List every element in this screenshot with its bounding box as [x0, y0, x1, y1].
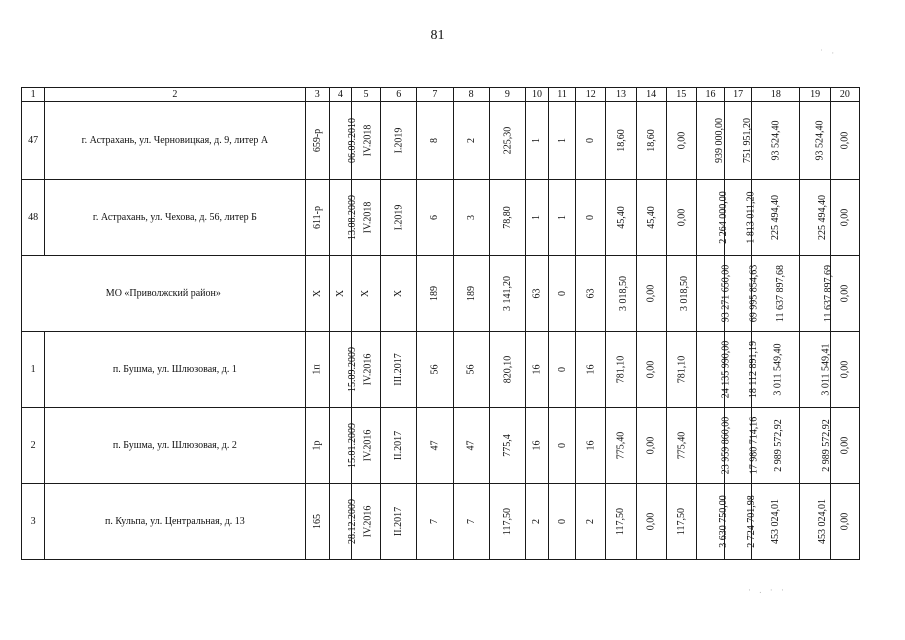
cell-value-col-11: 0	[556, 291, 568, 296]
table-row	[22, 180, 860, 256]
value-cell	[576, 102, 606, 180]
cell-value-col-13: 781,10	[615, 355, 627, 384]
column-number-cell: 2	[45, 88, 306, 102]
value-cell	[305, 332, 329, 408]
cell-value-col-17: 18 112 891,19	[748, 340, 760, 399]
cell-value-col-11: 0	[556, 367, 568, 372]
cell-value-col-16: 939 000,00	[713, 118, 725, 163]
value-cell	[636, 180, 666, 256]
cell-value-col-3: 165	[311, 514, 323, 529]
value-cell	[549, 484, 576, 560]
cell-value-col-8: 56	[465, 364, 477, 375]
value-cell	[752, 484, 800, 560]
value-cell	[696, 332, 732, 408]
row-number: 1	[22, 332, 45, 408]
cell-value-col-9: 775,4	[501, 434, 513, 457]
value-cell	[576, 180, 606, 256]
cell-value-col-13: 775,40	[615, 431, 627, 460]
cell-value-col-13: 45,40	[615, 206, 627, 229]
column-number-cell: 18	[752, 88, 800, 102]
value-cell	[549, 102, 576, 180]
cell-value-col-18: 2 989 572,92	[772, 419, 784, 472]
value-cell	[636, 332, 666, 408]
cell-value-col-12: 16	[585, 440, 597, 451]
cell-value-col-5: Х	[360, 289, 372, 298]
cell-value-col-17: 751 951,20	[742, 118, 754, 163]
value-cell	[329, 180, 358, 256]
value-cell	[666, 180, 696, 256]
value-cell	[417, 408, 453, 484]
cell-value-col-13: 3 018,50	[618, 276, 630, 311]
value-cell	[417, 332, 453, 408]
value-cell	[830, 180, 859, 256]
value-cell	[489, 102, 525, 180]
value-cell	[329, 408, 358, 484]
value-cell	[666, 332, 696, 408]
column-number-cell: 3	[305, 88, 329, 102]
value-cell	[329, 102, 358, 180]
value-cell	[417, 102, 453, 180]
cell-value-col-18: 3 011 549,40	[772, 343, 784, 396]
value-cell	[525, 256, 548, 332]
cell-value-col-10: 63	[531, 288, 543, 299]
cell-value-col-11: 0	[556, 519, 568, 524]
cell-value-col-18: 93 524,40	[770, 120, 782, 161]
row-number: 2	[22, 408, 45, 484]
value-cell	[329, 332, 358, 408]
cell-value-col-5: IV.2016	[362, 505, 374, 538]
column-number-cell: 7	[417, 88, 453, 102]
value-cell	[696, 408, 732, 484]
cell-value-col-9: 820,10	[501, 355, 513, 384]
value-cell	[830, 332, 859, 408]
value-cell	[606, 180, 636, 256]
value-cell	[666, 408, 696, 484]
column-number-cell: 11	[549, 88, 576, 102]
cell-value-col-15: 775,40	[675, 431, 687, 460]
cell-value-col-8: 189	[465, 286, 477, 301]
cell-value-col-7: 6	[429, 215, 441, 220]
column-number-cell: 15	[666, 88, 696, 102]
cell-value-col-14: 0,00	[645, 360, 657, 379]
cell-value-col-6: I.2019	[393, 127, 405, 154]
cell-value-col-6: III.2017	[393, 353, 405, 386]
cell-value-col-18: 11 637 897,68	[775, 264, 787, 323]
row-number: 3	[22, 484, 45, 560]
value-cell	[800, 256, 835, 332]
cell-value-col-9: 78,80	[501, 206, 513, 229]
cell-value-col-4: 15.01.2009	[346, 423, 358, 468]
cell-value-col-19: 11 637 897,69	[823, 264, 835, 323]
column-number-cell: 17	[725, 88, 752, 102]
value-cell	[549, 332, 576, 408]
cell-value-col-14: 0,00	[645, 284, 657, 303]
value-cell	[489, 332, 525, 408]
value-cell	[576, 484, 606, 560]
cell-value-col-19: 453 024,01	[817, 499, 829, 544]
cell-value-col-12: 0	[585, 138, 597, 143]
cell-value-col-7: 56	[429, 364, 441, 375]
value-cell	[489, 408, 525, 484]
cell-value-col-15: 117,50	[675, 507, 687, 536]
cell-value-col-14: 0,00	[645, 436, 657, 455]
value-cell	[525, 484, 548, 560]
value-cell	[606, 256, 636, 332]
cell-value-col-16: 3 630 750,00	[717, 495, 729, 548]
cell-value-col-6: II.2017	[393, 430, 405, 461]
cell-value-col-9: 3 141,20	[501, 276, 513, 311]
cell-value-col-12: 0	[585, 215, 597, 220]
value-cell	[329, 256, 351, 332]
cell-value-col-18: 225 494,40	[770, 195, 782, 240]
value-cell	[800, 484, 830, 560]
cell-value-col-19: 225 494,40	[817, 195, 829, 240]
cell-value-col-11: 0	[556, 443, 568, 448]
cell-value-col-7: 8	[429, 138, 441, 143]
address-cell: г. Астрахань, ул. Черновицкая, д. 9, литер А	[45, 102, 306, 180]
value-cell	[525, 180, 548, 256]
value-cell	[305, 180, 329, 256]
value-cell	[800, 408, 833, 484]
cell-value-col-4: 13.08.2009	[346, 195, 358, 240]
cell-value-col-4: 28.12.2009	[346, 499, 358, 544]
value-cell	[606, 102, 636, 180]
cell-value-col-15: 0,00	[675, 208, 687, 227]
cell-value-col-16: 93 271 650,00	[720, 264, 732, 323]
value-cell	[696, 484, 729, 560]
value-cell	[549, 256, 576, 332]
row-number: 48	[22, 180, 45, 256]
table-row	[22, 484, 860, 560]
column-number-cell: 5	[351, 88, 380, 102]
cell-value-col-20: 0,00	[839, 512, 851, 531]
cell-value-col-12: 16	[585, 364, 597, 375]
column-number-cell: 20	[830, 88, 859, 102]
cell-value-col-3: 659-р	[311, 128, 323, 153]
value-cell	[800, 180, 830, 256]
value-cell	[636, 256, 666, 332]
scan-speck: ˙ ·	[820, 48, 838, 58]
cell-value-col-19: 2 989 572,92	[821, 419, 833, 472]
value-cell	[489, 484, 525, 560]
cell-value-col-20: 0,00	[839, 360, 851, 379]
cell-value-col-8: 7	[465, 519, 477, 524]
value-cell	[606, 484, 636, 560]
cell-value-col-18: 453 024,01	[770, 499, 782, 544]
cell-value-col-5: IV.2016	[362, 353, 374, 386]
cell-value-col-10: 1	[531, 215, 543, 220]
cell-value-col-14: 0,00	[645, 512, 657, 531]
cell-value-col-12: 2	[585, 519, 597, 524]
value-cell	[725, 102, 752, 180]
value-cell	[525, 102, 548, 180]
value-cell	[800, 332, 833, 408]
value-cell	[549, 180, 576, 256]
table-row	[22, 332, 860, 408]
value-cell	[305, 102, 329, 180]
cell-value-col-15: 0,00	[675, 131, 687, 150]
cell-value-col-15: 781,10	[675, 355, 687, 384]
value-cell	[453, 484, 489, 560]
cell-value-col-4: Х	[334, 289, 346, 298]
cell-value-col-3: Х	[311, 289, 323, 298]
value-cell	[752, 102, 800, 180]
column-number-cell: 8	[453, 88, 489, 102]
cell-value-col-3: 611-р	[311, 206, 323, 229]
value-cell	[489, 256, 525, 332]
value-cell	[453, 332, 489, 408]
cell-value-col-4: 15.09.2009	[346, 347, 358, 392]
value-cell	[381, 332, 417, 408]
value-cell	[381, 256, 417, 332]
cell-value-col-3: 1р	[311, 440, 323, 451]
value-cell	[636, 102, 666, 180]
page-number: 81	[430, 28, 445, 43]
cell-value-col-7: 7	[429, 519, 441, 524]
value-cell	[489, 180, 525, 256]
value-cell	[549, 408, 576, 484]
table-row	[22, 102, 860, 180]
cell-value-col-14: 18,60	[645, 129, 657, 152]
column-number-cell: 4	[329, 88, 351, 102]
value-cell	[417, 484, 453, 560]
address-cell: п. Бушма, ул. Шлюзовая, д. 1	[45, 332, 306, 408]
cell-value-col-9: 117,50	[501, 507, 513, 536]
value-cell	[666, 256, 696, 332]
cell-value-col-16: 23 959 860,00	[720, 416, 732, 475]
cell-value-col-11: 1	[556, 138, 568, 143]
cell-value-col-16: 2 264 000,00	[717, 191, 729, 244]
cell-value-col-17: 17 980 714,16	[748, 416, 760, 475]
column-number-cell: 9	[489, 88, 525, 102]
column-number-cell: 6	[381, 88, 417, 102]
column-number-row	[22, 88, 860, 102]
cell-value-col-5: IV.2018	[362, 124, 374, 157]
value-cell	[381, 102, 417, 180]
value-cell	[696, 256, 732, 332]
value-cell	[636, 408, 666, 484]
column-number-cell: 1	[22, 88, 45, 102]
cell-value-col-20: 0,00	[839, 284, 851, 303]
value-cell	[576, 332, 606, 408]
cell-value-col-6: II.2017	[393, 506, 405, 537]
cell-value-col-6: Х	[393, 289, 405, 298]
cell-value-col-19: 3 011 549,41	[821, 343, 833, 396]
value-cell	[381, 484, 417, 560]
value-cell	[666, 484, 696, 560]
cell-value-col-12: 63	[585, 288, 597, 299]
value-cell	[417, 256, 453, 332]
cell-value-col-20: 0,00	[839, 208, 851, 227]
address-cell: п. Кульпа, ул. Центральная, д. 13	[45, 484, 306, 560]
value-cell	[453, 408, 489, 484]
cell-value-col-10: 16	[531, 440, 543, 451]
cell-value-col-19: 93 524,40	[814, 120, 826, 161]
value-cell	[576, 408, 606, 484]
address-cell: п. Бушма, ул. Шлюзовая, д. 2	[45, 408, 306, 484]
cell-value-col-17: 69 995 854,63	[748, 264, 760, 323]
cell-value-col-17: 2 724 701,98	[745, 495, 757, 548]
cell-value-col-5: IV.2016	[362, 429, 374, 462]
cell-value-col-8: 47	[465, 440, 477, 451]
value-cell	[606, 408, 636, 484]
value-cell	[830, 484, 859, 560]
column-number-cell: 16	[696, 88, 724, 102]
value-cell	[453, 102, 489, 180]
housing-register-table	[21, 87, 860, 560]
value-cell	[453, 180, 489, 256]
cell-value-col-10: 16	[531, 364, 543, 375]
address-cell: г. Астрахань, ул. Чехова, д. 56, литер Б	[45, 180, 306, 256]
value-cell	[666, 102, 696, 180]
value-cell	[305, 256, 329, 332]
cell-value-col-20: 0,00	[839, 436, 851, 455]
cell-value-col-13: 18,60	[615, 129, 627, 152]
cell-value-col-20: 0,00	[839, 131, 851, 150]
value-cell	[525, 332, 548, 408]
value-cell	[525, 408, 548, 484]
column-number-cell: 10	[525, 88, 548, 102]
cell-value-col-7: 189	[429, 286, 441, 301]
column-number-cell: 12	[576, 88, 606, 102]
value-cell	[381, 180, 417, 256]
cell-value-col-8: 3	[465, 215, 477, 220]
district-label: МО «Приволжский район»	[22, 256, 306, 332]
value-cell	[606, 332, 636, 408]
value-cell	[417, 180, 453, 256]
value-cell	[351, 256, 380, 332]
cell-value-col-16: 24 135 990,00	[720, 340, 732, 399]
cell-value-col-10: 2	[531, 519, 543, 524]
row-number: 47	[22, 102, 45, 180]
cell-value-col-5: IV.2018	[362, 201, 374, 234]
cell-value-col-9: 225,30	[501, 126, 513, 155]
column-number-cell: 19	[800, 88, 830, 102]
value-cell	[305, 408, 329, 484]
table-row	[22, 408, 860, 484]
value-cell	[830, 408, 859, 484]
value-cell	[696, 180, 729, 256]
cell-value-col-3: 1п	[311, 364, 323, 375]
cell-value-col-14: 45,40	[645, 206, 657, 229]
value-cell	[329, 484, 358, 560]
column-number-cell: 14	[636, 88, 666, 102]
cell-value-col-7: 47	[429, 440, 441, 451]
column-number-cell: 13	[606, 88, 636, 102]
cell-value-col-8: 2	[465, 138, 477, 143]
cell-value-col-15: 3 018,50	[678, 276, 690, 311]
value-cell	[576, 256, 606, 332]
value-cell	[453, 256, 489, 332]
value-cell	[696, 102, 724, 180]
scan-speck: · . · ·	[748, 585, 787, 595]
value-cell	[800, 102, 830, 180]
value-cell	[830, 256, 859, 332]
value-cell	[381, 408, 417, 484]
cell-value-col-13: 117,50	[615, 507, 627, 536]
district-summary-row	[22, 256, 860, 332]
value-cell	[830, 102, 859, 180]
cell-value-col-11: 1	[556, 215, 568, 220]
cell-value-col-4: 06.09.2010	[346, 118, 358, 163]
value-cell	[636, 484, 666, 560]
value-cell	[752, 180, 800, 256]
cell-value-col-17: 1 813 011,20	[745, 191, 757, 244]
cell-value-col-6: I.2019	[393, 204, 405, 231]
cell-value-col-10: 1	[531, 138, 543, 143]
value-cell	[305, 484, 329, 560]
